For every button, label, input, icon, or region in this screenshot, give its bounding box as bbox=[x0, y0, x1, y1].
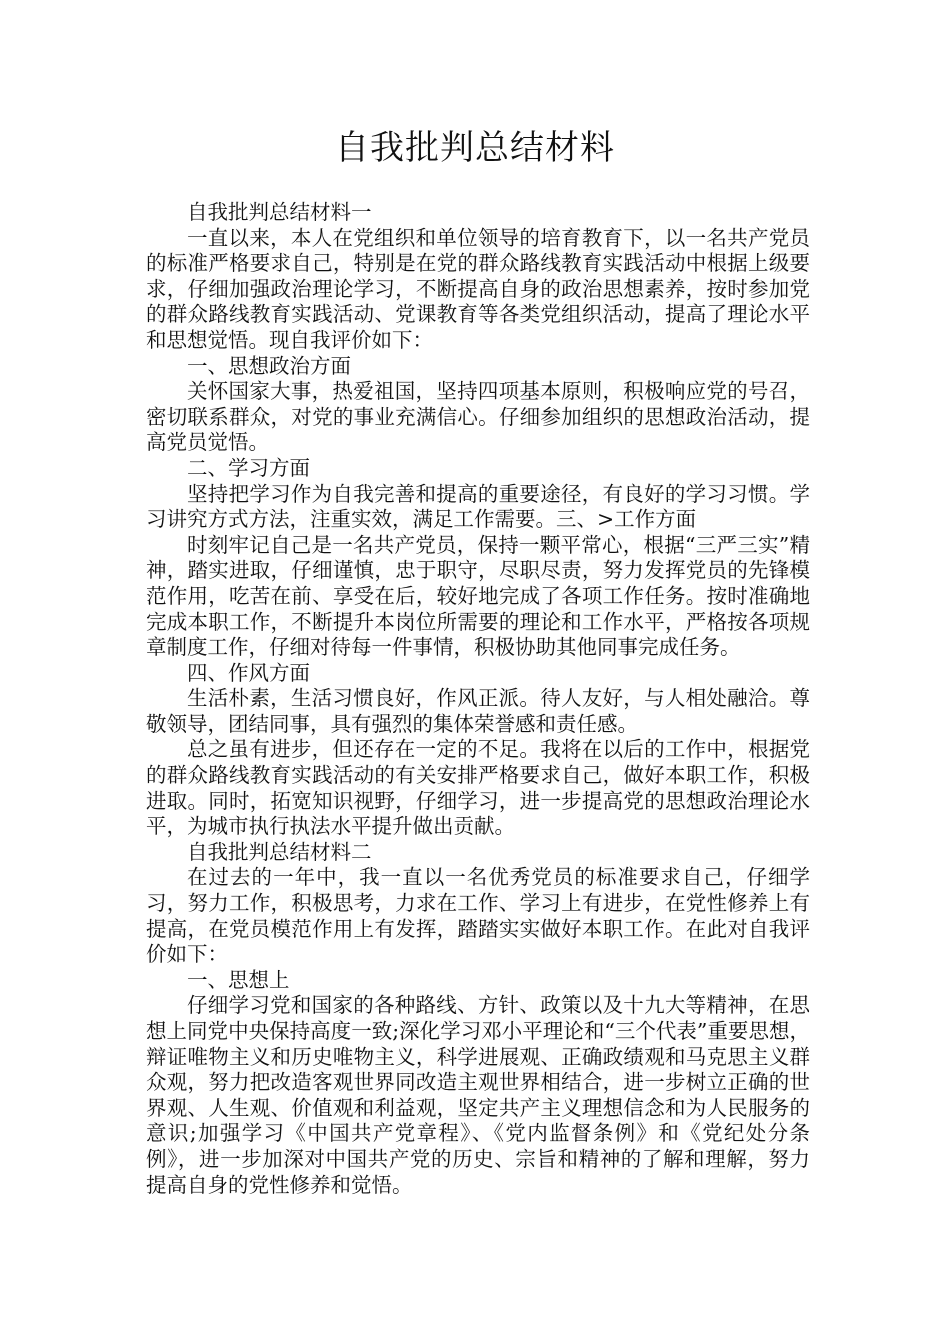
body-paragraph: 生活朴素，生活习惯良好，作风正派。待人友好，与人相处融洽。尊敬领导，团结同事，具有强烈的集体荣誉感和责任感。 bbox=[146, 686, 810, 736]
section-heading: 二、学习方面 bbox=[187, 455, 310, 480]
section-heading: 自我批判总结材料一 bbox=[187, 200, 372, 224]
section-heading: 一、思想上 bbox=[187, 967, 290, 992]
body-paragraph: 一直以来，本人在党组织和单位领导的培育教育下，以一名共产党员的标准严格要求自己，特别是在党的群众路线教育实践活动中根据上级要求，仔细加强政治理论学习，不断提高自身的政治思想素养，按时参加党的群众路线教育实践活动、党课教育等各类党组织活动，提高了理论水平和思想觉悟。现自我评价如下： bbox=[146, 225, 810, 352]
body-paragraph: 在过去的一年中，我一直以一名优秀党员的标准要求自己，仔细学习，努力工作，积极思考，力求在工作、学习上有进步，在党性修养上有提高，在党员模范作用上有发挥，踏踏实实做好本职工作。在此对自我评价如下： bbox=[146, 865, 810, 967]
document-body bbox=[146, 200, 810, 1198]
section-heading: 自我批判总结材料二 bbox=[187, 839, 372, 864]
body-paragraph: 总之虽有进步，但还存在一定的不足。我将在以后的工作中，根据党的群众路线教育实践活动的有关安排严格要求自己，做好本职工作，积极进取。同时，拓宽知识视野，仔细学习，进一步提高党的思想政治理论水平，为城市执行执法水平提升做出贡献。 bbox=[146, 737, 810, 839]
document-title: 自我批判总结材料 bbox=[335, 128, 615, 168]
body-paragraph: 坚持把学习作为自我完善和提高的重要途径，有良好的学习习惯。学习讲究方式方法，注重实效，满足工作需要。三、>工作方面 bbox=[146, 481, 810, 532]
body-paragraph: 关怀国家大事，热爱祖国，坚持四项基本原则，积极响应党的号召，密切联系群众，对党的事业充满信心。仔细参加组织的思想政治活动，提高党员觉悟。 bbox=[146, 379, 810, 455]
section-heading: 四、作风方面 bbox=[187, 660, 310, 685]
body-paragraph: 仔细学习党和国家的各种路线、方针、政策以及十九大等精神，在思想上同党中央保持高度一致;深化学习邓小平理论和“三个代表”重要思想，辩证唯物主义和历史唯物主义，科学进展观、正确政绩观和马克思主义群众观，努力把改造客观世界同改造主观世界相结合，进一步树立正确的世界观、人生观、价值观和利益观，坚定共产主义理想信念和为人民服务的意识;加强学习《中国共产党章程》、《党内监督条例》和《党纪处分条例》，进一步加深对中国共产党的历史、宗旨和精神的了解和理解，努力提高自身的党性修养和觉悟。 bbox=[146, 993, 810, 1197]
body-paragraph: 时刻牢记自己是一名共产党员，保持一颗平常心，根据“三严三实”精神，踏实进取，仔细谨慎，忠于职守，尽职尽责，努力发挥党员的先锋模范作用，吃苦在前、享受在后，较好地完成了各项工作任务。按时准确地完成本职工作，不断提升本岗位所需要的理论和工作水平，严格按各项规章制度工作，仔细对待每一件事情，积极协助其他同事完成任务。 bbox=[146, 532, 810, 660]
section-heading: 一、思想政治方面 bbox=[187, 353, 351, 378]
